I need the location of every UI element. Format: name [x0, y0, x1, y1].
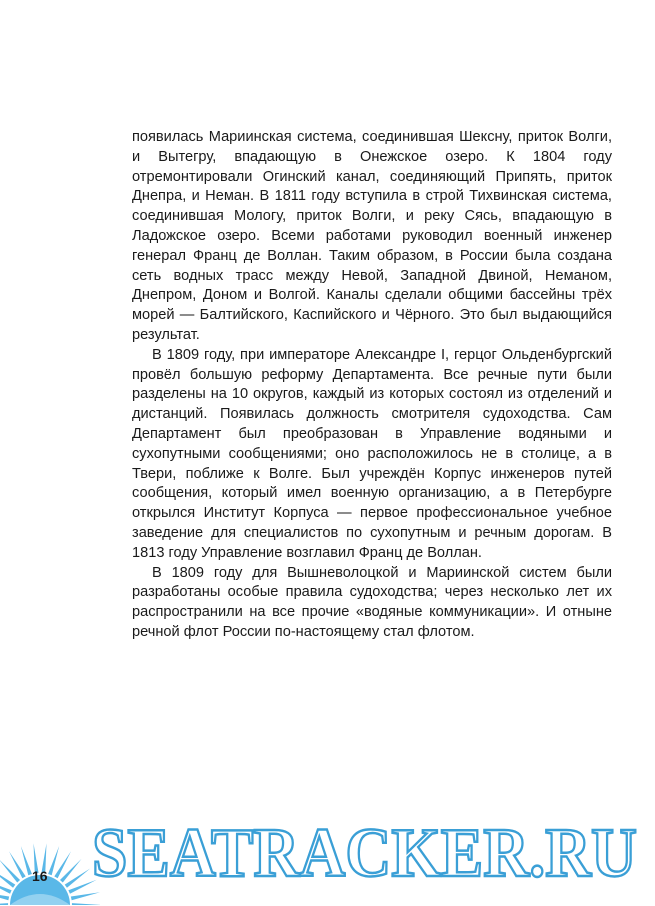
body-text	[132, 128, 612, 643]
sun-icon	[0, 805, 100, 905]
paragraph-1: появилась Мариинская система, соединившая Шексну, приток Волги, и Вытегру, впадающую в Онежское озеро. К 1804 году отремонтировали Огинский канал, соединяющий Припять, приток Днепра, и Неман. В 1811 году вступила в строй Тихвинская система, соединившая Мологу, приток Волги, и реку Сясь, впадающую в Ладожское озеро. Всеми работами руководил военный инженер генерал Франц де Воллан. Таким образом, в России была создана сеть водных трасс между Невой, Западной Двиной, Неманом, Днепром, Доном и Волгой. Каналы сделали общими бассейны трёх морей — Балтийского, Каспийского и Чёрного. Это был выдающийся результат.	[132, 129, 612, 343]
page-number: 16	[32, 868, 48, 884]
paragraph-3: В 1809 году для Вышневолоцкой и Мариинской систем были разработаны особые правила судоходства; через несколько лет их распространили на все прочие «водяные коммуникации». И отныне речной флот России по-настоящему стал флотом.	[132, 564, 612, 640]
svg-text:SEATRACKER.RU: SEATRACKER.RU	[92, 815, 637, 892]
paragraph-2: В 1809 году, при императоре Александре I, герцог Ольденбургский провёл большую реформу Департамента. Все речные пути были разделены на 10 округов, каждый из которых состоял из отделений и дистанций. Появилась должность смотрителя судоходства. Сам Департамент был преобразован в Управление водяными и сухопутными сообщениями; оно расположилось не в столице, а в Твери, поближе к Волге. Был учреждён Корпус инженеров путей сообщения, который имел военную организацию, а в Петербурге открылся Институт Корпуса — первое профессиональное учебное заведение для специалистов по сухопутным и речным дорогам. В 1813 году Управление возглавил Франц де Воллан.	[132, 346, 612, 561]
watermark-logo	[92, 812, 642, 892]
